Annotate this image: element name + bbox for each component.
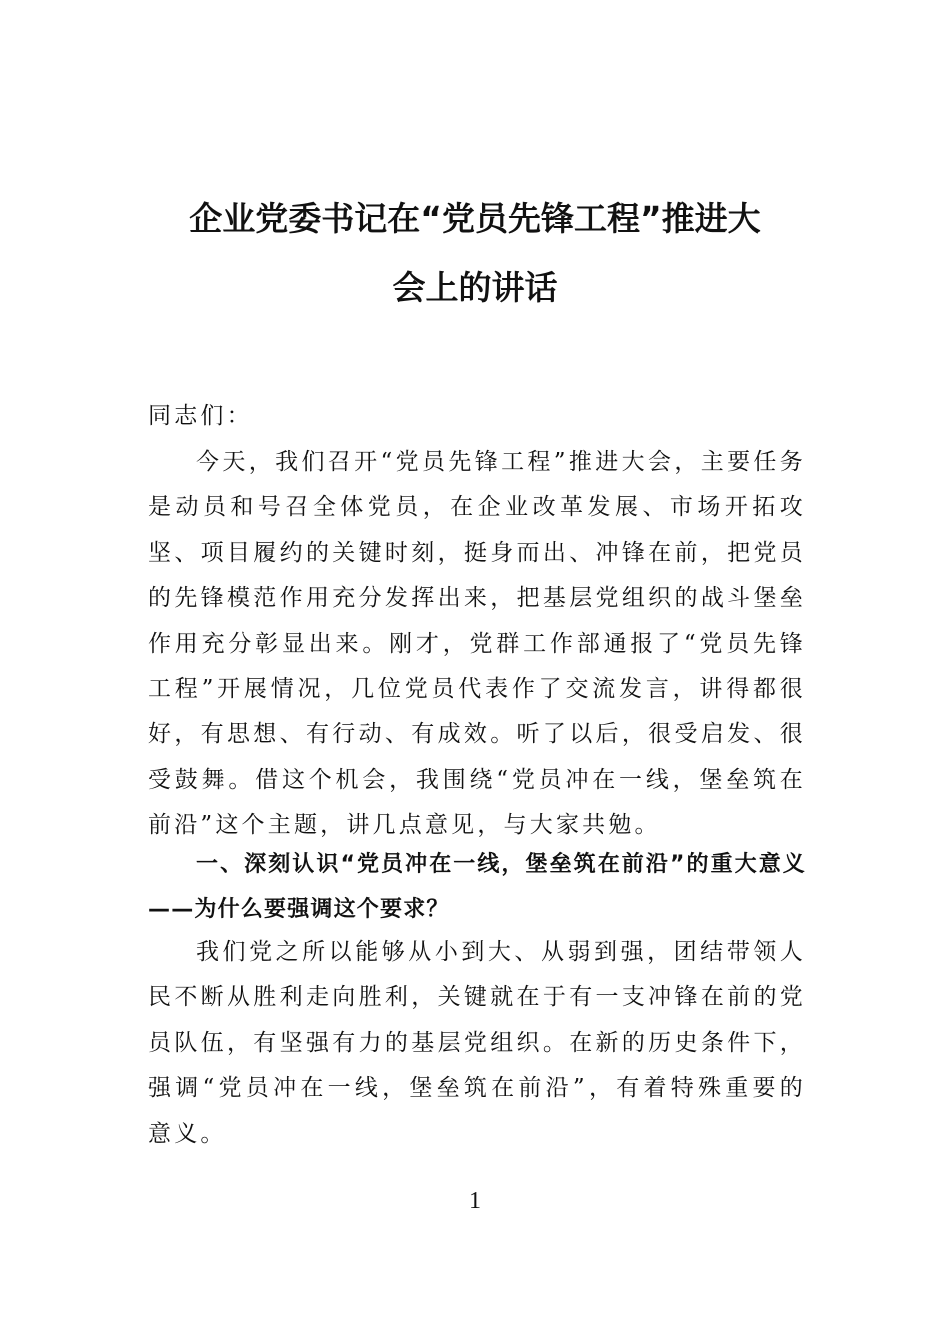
salutation: 同志们： — [148, 403, 253, 429]
body-paragraph-2: 我们党之所以能够从小到大、从弱到强，团结带领人民不断从胜利走向胜利，关键就在于有一支冲锋在前的党员队伍，有坚强有力的基层党组织。在新的历史条件下，强调“党员冲在一线，堡垒筑在前沿”，有着特殊重要的意义。 — [148, 939, 806, 1147]
document-title-line-1: 企业党委书记在“党员先锋工程”推进大 — [189, 199, 761, 238]
body-paragraph-1: 今天，我们召开“党员先锋工程”推进大会，主要任务是动员和号召全体党员，在企业改革发展、市场开拓攻坚、项目履约的关键时刻，挺身而出、冲锋在前，把党员的先锋模范作用充分发挥出来，把基层党组织的战斗堡垒作用充分彰显出来。刚才，党群工作部通报了“党员先锋工程”开展情况，几位党员代表作了交流发言，讲得都很好，有思想、有行动、有成效。听了以后，很受启发、很受鼓舞。借这个机会，我围绕“党员冲在一线，堡垒筑在前沿”这个主题，讲几点意见，与大家共勉。 — [148, 449, 806, 839]
document-title-line-2: 会上的讲话 — [392, 268, 558, 307]
section-heading-1: 一、深刻认识“党员冲在一线，堡垒筑在前沿”的重大意义——为什么要强调这个要求？ — [148, 852, 806, 923]
page-number: 1 — [469, 1188, 481, 1214]
